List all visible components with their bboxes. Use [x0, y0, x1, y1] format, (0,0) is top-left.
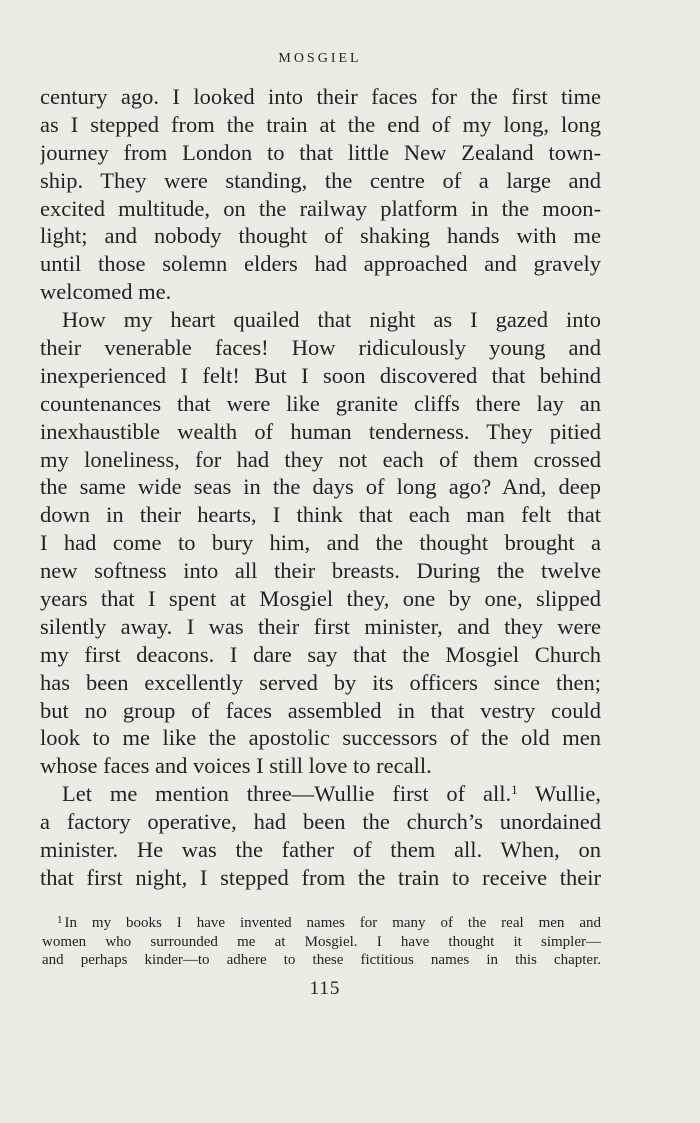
text-line: minister. He was the father of them all. When, on: [40, 837, 601, 863]
text-line: look to me like the apostolic successors of the old men: [40, 725, 601, 751]
text-line: light; and nobody thought of shaking hands with me: [40, 223, 601, 249]
text-line: whose faces and voices I still love to recall.: [40, 753, 432, 779]
text-line: inexperienced I felt! But I soon discovered that behind: [40, 362, 601, 388]
footnote-text: In my books I have invented names for many of the real men and: [64, 915, 601, 931]
body-text: [40, 83, 601, 892]
text-line: the same wide seas in the days of long ago? And, deep: [40, 474, 601, 500]
text-line: journey from London to that little New Zealand town-: [40, 139, 601, 165]
text-line: new softness into all their breasts. During the twelve: [40, 558, 601, 584]
text-line: I had come to bury him, and the thought brought a: [40, 530, 601, 556]
text-line: that first night, I stepped from the train to receive their: [40, 864, 601, 890]
text-line: welcomed me.: [40, 279, 172, 305]
text-line: a factory operative, had been the church’s unordained: [40, 809, 601, 835]
text-line: ship. They were standing, the centre of a large and: [40, 167, 601, 193]
page-number: 115: [309, 978, 341, 999]
text-line: my loneliness, for had they not each of them crossed: [40, 446, 601, 472]
running-head: MOSGIEL: [278, 51, 362, 66]
text-line: inexhaustible wealth of human tenderness. They pitied: [40, 418, 601, 444]
text-line: my first deacons. I dare say that the Mosgiel Church: [40, 641, 601, 667]
text-line: their venerable faces! How ridiculously young and: [40, 335, 601, 361]
footnote: [42, 914, 601, 970]
paragraph-1: [40, 83, 601, 306]
footnote-mark: 1: [57, 914, 63, 926]
text-line: countenances that were like granite cliffs there lay an: [40, 390, 601, 416]
text-line: century ago. I looked into their faces for the first time: [40, 84, 601, 109]
footnote-line: and perhaps kinder—to adhere to these fictitious names in this chapter.: [42, 952, 601, 968]
text-line: as I stepped from the train at the end of my long, long: [40, 111, 601, 137]
text-line: excited multitude, on the railway platform in the moon-: [40, 195, 601, 221]
text-line: but no group of faces assembled in that vestry could: [40, 697, 601, 723]
text-line: until those solemn elders had approached and gravely: [40, 251, 601, 277]
footnote-line: [42, 914, 601, 933]
text-line: has been excellently served by its officers since then;: [40, 669, 601, 695]
text-line: years that I spent at Mosgiel they, one by one, slipped: [40, 586, 601, 612]
text-line: How my heart quailed that night as I gazed into: [62, 307, 601, 333]
text-line: down in their hearts, I think that each man felt that: [40, 502, 601, 528]
line-text: Let me mention three—Wullie first of all.: [62, 781, 512, 807]
paragraph-3: [40, 780, 601, 892]
footnote-reference[interactable]: 1: [511, 782, 518, 798]
line-text-tail: Wullie,: [517, 781, 601, 807]
text-line: silently away. I was their first minister, and they were: [40, 613, 601, 639]
paragraph-2: [40, 306, 601, 780]
footnote-line: women who surrounded me at Mosgiel. I have thought it simpler—: [42, 933, 601, 950]
text-line: [40, 780, 601, 808]
